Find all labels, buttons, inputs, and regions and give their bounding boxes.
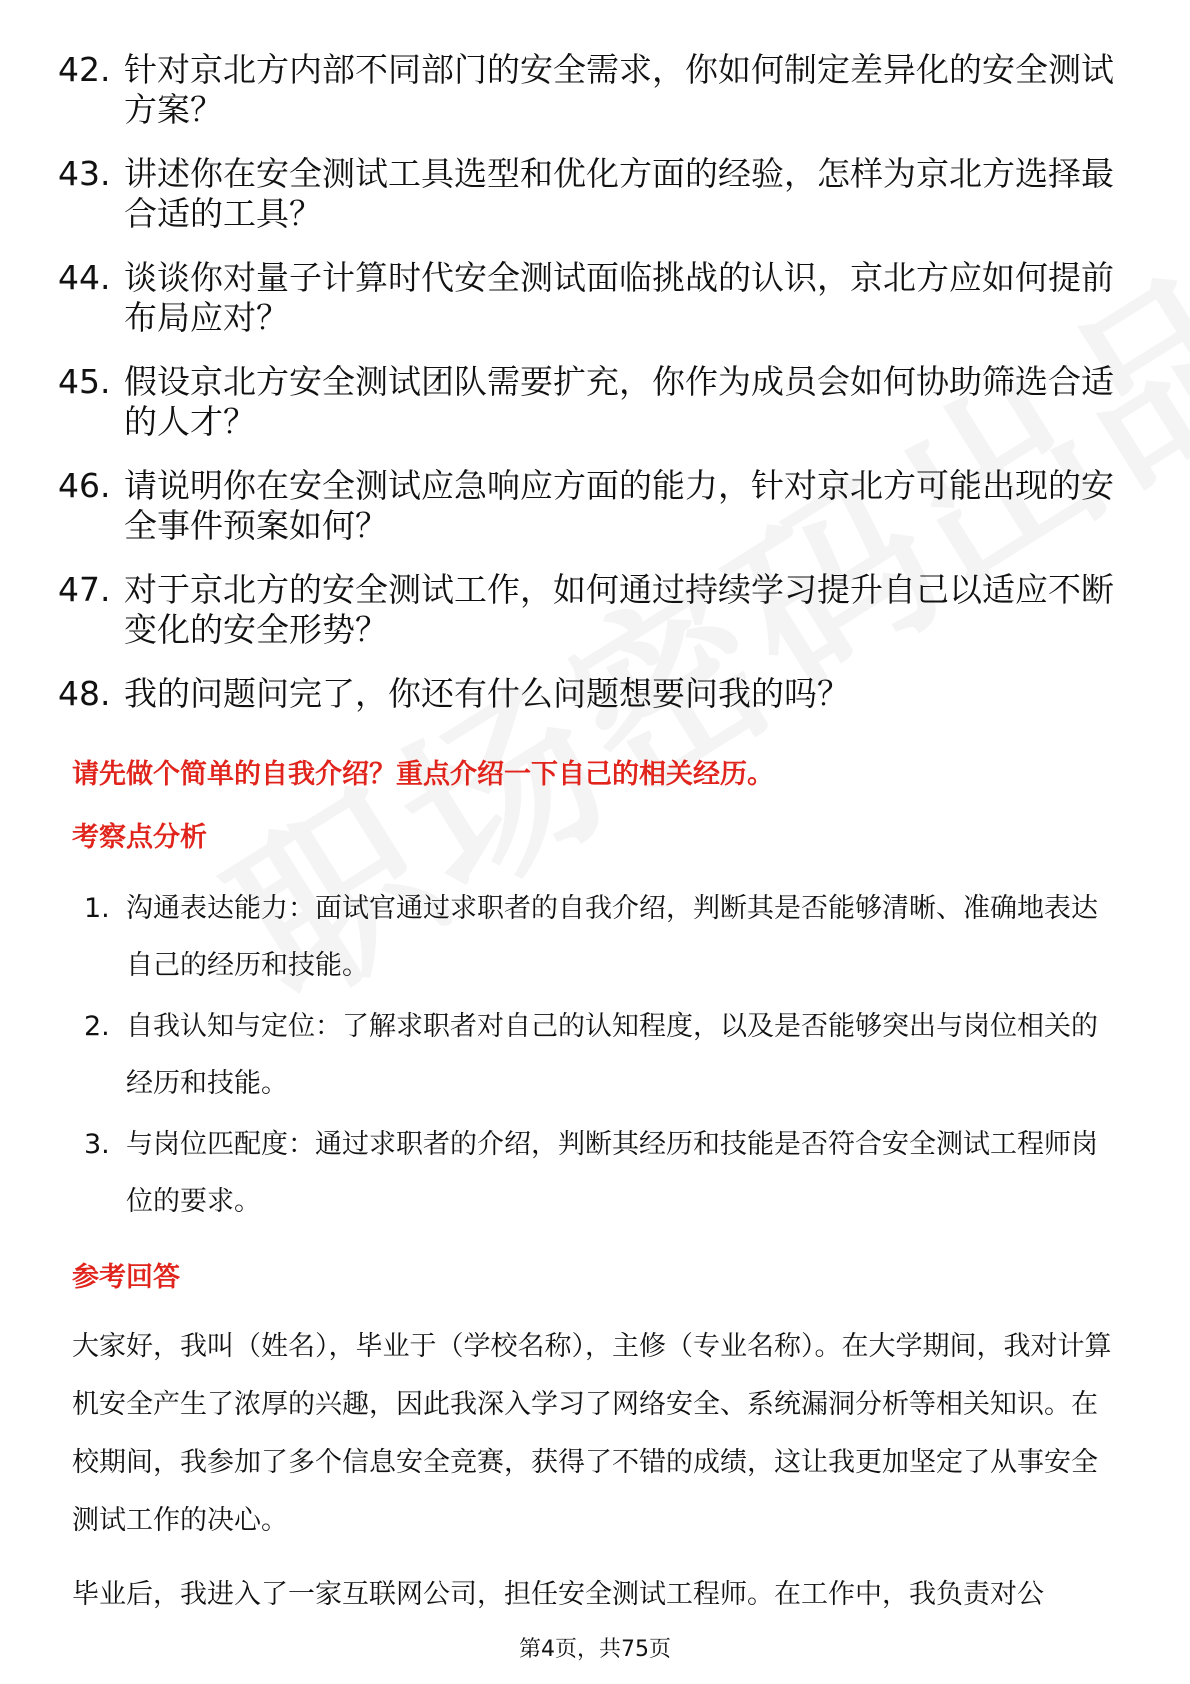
answer-paragraph: 毕业后，我进入了一家互联网公司，担任安全测试工程师。在工作中，我负责对公: [72, 1579, 1044, 1610]
analysis-number: 2.: [84, 1011, 110, 1042]
question-number: 45.: [58, 362, 111, 401]
analysis-text: 沟通表达能力：面试官通过求职者的自我介绍，判断其是否能够清晰、准确地表达自己的经历和技能。: [126, 893, 1098, 981]
question-number: 43.: [58, 154, 111, 193]
question-number: 48.: [58, 674, 111, 713]
question-item: [58, 154, 1138, 234]
analysis-number: 1.: [84, 893, 110, 924]
page-footer: 第4页，共75页: [519, 1637, 671, 1662]
question-number: 46.: [58, 466, 111, 505]
question-item: [58, 362, 1138, 442]
question-text: 请说明你在安全测试应急响应方面的能力，针对京北方可能出现的安全事件预案如何？: [124, 466, 1114, 545]
question-text: 我的问题问完了，你还有什么问题想要问我的吗？: [124, 674, 850, 713]
analysis-text: 自我认知与定位：了解求职者对自己的认知程度，以及是否能够突出与岗位相关的经历和技能。: [126, 1011, 1098, 1099]
question-text: 对于京北方的安全测试工作，如何通过持续学习提升自己以适应不断变化的安全形势？: [124, 570, 1114, 649]
answer-heading: 参考回答: [72, 1262, 180, 1293]
analysis-number: 3.: [84, 1129, 110, 1160]
question-text: 假设京北方安全测试团队需要扩充，你作为成员会如何协助筛选合适的人才？: [124, 362, 1114, 441]
question-item: [58, 570, 1138, 650]
answer-paragraph: 大家好，我叫（姓名），毕业于（学校名称），主修（专业名称）。在大学期间，我对计算机安全产生了浓厚的兴趣，因此我深入学习了网络安全、系统漏洞分析等相关知识。在校期间，我参加了多个信息安全竞赛，获得了不错的成绩，这让我更加坚定了从事安全测试工作的决心。: [72, 1331, 1112, 1536]
question-item: [58, 50, 1138, 130]
question-text: 针对京北方内部不同部门的安全需求，你如何制定差异化的安全测试方案？: [124, 50, 1114, 129]
question-item: [58, 466, 1138, 546]
question-text: 讲述你在安全测试工具选型和优化方面的经验，怎样为京北方选择最合适的工具？: [124, 154, 1114, 233]
analysis-item: [84, 998, 1124, 1112]
question-list: [58, 50, 1138, 738]
analysis-item: [84, 1116, 1124, 1230]
analysis-heading: 考察点分析: [72, 822, 207, 853]
analysis-list: [84, 880, 1124, 1234]
question-text: 谈谈你对量子计算时代安全测试面临挑战的认识，京北方应如何提前布局应对？: [124, 258, 1114, 337]
question-number: 42.: [58, 50, 111, 89]
question-number: 47.: [58, 570, 111, 609]
featured-question-heading: 请先做个简单的自我介绍？重点介绍一下自己的相关经历。: [72, 759, 774, 790]
question-number: 44.: [58, 258, 111, 297]
question-item: [58, 258, 1138, 338]
analysis-text: 与岗位匹配度：通过求职者的介绍，判断其经历和技能是否符合安全测试工程师岗位的要求。: [126, 1129, 1098, 1217]
question-item: [58, 674, 1138, 714]
analysis-item: [84, 880, 1124, 994]
